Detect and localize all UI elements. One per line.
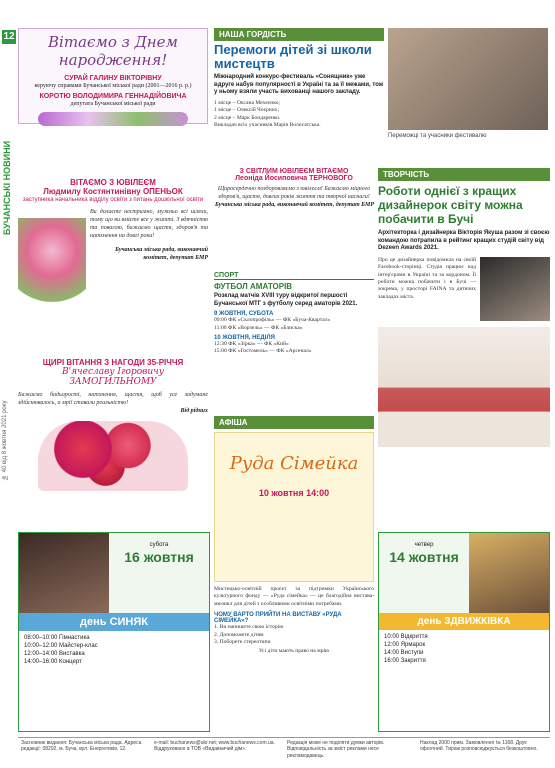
imprint-col-3: Редакція може не поділяти думки авторів. Відповідальність за зміст реклами несе рекламодавець. — [287, 740, 385, 759]
ad-right-date: 14 жовтня — [389, 549, 459, 565]
afisha-footer: Усі діти мають право на мрію — [258, 648, 330, 655]
imprint-col-1: Засновник видання: Бучанська міська рада. Адреса редакції: 08292, м. Буча, вул. Енергетиків, 12. — [21, 740, 142, 753]
jubilee-role: заступника начальника відділу освіти з питань дошкільної освіти — [22, 197, 204, 203]
memory-verse: Бажаємо бадьорості, натхнення, щастя, щоб усе задумане здійснювалось, а мрії ставали реальністю! — [18, 392, 208, 406]
news-lead: Міжнародний конкурс-фестиваль «Сонящник» уже вдруге набув популярності в Україні та за її межами, тож у ньому взяли участь вихованці нашого закладу. — [214, 74, 384, 96]
jubilee-person: Людмилу Костянтинівну ОПЕНЬОК — [43, 187, 183, 196]
afisha-list-item: 1. Ви напишете свою історію — [214, 624, 284, 631]
jubilee-title: ВІТАЄМО З ЮВІЛЕЄМ — [70, 178, 156, 187]
afisha-text: Мистецько-освітній проєкт за підтримки Українського культурного фонду — «Руда сімейка» — це благодійна вистава-мюзикл для дітей з особливими освітніми потребами. — [214, 586, 374, 607]
masthead-vertical: БУЧАНСЬКІ НОВИНИ — [2, 140, 12, 236]
sport-day-1: 9 ЖОВТНЯ, СУБОТА — [214, 311, 274, 318]
sport-section-label: СПОРТ — [214, 272, 374, 280]
ternovy-person: Леоніда Йосиповича ТЕРНОВОГО — [235, 175, 353, 182]
sport-day-2: 10 ЖОВТНЯ, НЕДІЛЯ — [214, 335, 275, 341]
news-photo-caption: Переможці та учасники фестивалю — [388, 133, 487, 139]
creative-body: Про це дизайнерка повідомила на своїй Facebook-сторінці. Студія працює над інтер'єрами в Україні та за кордоном. Її роботи можна побачити і в Бучі — зокрема, у просторі FAINA та дитячих закладах міста. — [378, 256, 476, 300]
ad-right-item: 10:00 Відкриття — [384, 634, 428, 640]
sport-game: 11:00 ФК «Ворзель» — ФК «Блиска» — [214, 324, 303, 331]
jubilee-verse: Ви долаєте нестримно, мужньо всі шляхи, тому що ви вмієте все у житті. З вдячністю та повагою, бажаємо щастя, здоров'я та натхнення на довгі роки! — [90, 209, 208, 239]
issue-line: № 40 від 8 жовтня 2021 року — [2, 400, 8, 480]
greeting-ternovy — [214, 168, 374, 268]
memory-title: ЩИРІ ВІТАННЯ З НАГОДИ 35-РІЧЧЯ — [42, 358, 184, 367]
ad-left-title: день СИНЯК — [19, 613, 209, 631]
imprint-footer — [18, 737, 550, 765]
ad-left-day: субота — [149, 542, 169, 548]
page-number: 12 — [3, 31, 15, 42]
ad-left-item: 08:00–10:00 Гімнастика — [24, 635, 90, 641]
afisha — [214, 416, 374, 734]
flower-decoration — [38, 112, 188, 126]
ad-right-item: 14:00 Виступи — [384, 650, 424, 656]
greeting-birthday-box — [18, 28, 208, 124]
ad-left — [18, 532, 210, 732]
sport-game: 09:00 ФК «Склопрофіль» — ФК «Буча-Квартал» — [214, 317, 331, 324]
news-article — [214, 28, 384, 163]
ad-right — [378, 532, 550, 732]
greeting-memory — [18, 358, 208, 526]
imprint-col-2: e-mail: buchanews@ukr.net; www.buchanews.com.ua. Віддруковано в ТОВ «Видавничий дім». — [154, 740, 275, 753]
ad-left-item: 14:00–16:00 Концерт — [24, 659, 82, 665]
creative-section-label: ТВОРЧІСТЬ — [378, 168, 550, 181]
afisha-list-item: 2. Допоможете дітям — [214, 631, 264, 638]
greeting-role-2: депутата Бучанської міської ради — [70, 101, 156, 107]
afisha-section-label: АФІША — [214, 416, 374, 429]
creative-lead: Архітекторка і дизайнерка Вікторія Якуша разом зі своєю командою потрапила в рейтинг кращих студій світу від Dezeen Awards 2021. — [378, 230, 550, 252]
poster-date: 10 жовтня 14:00 — [258, 488, 330, 498]
imprint-col-4: Наклад 2000 прим. Замовлення № 1168. Друк офсетний. Тираж розповсюджується безкоштовно. — [420, 740, 538, 753]
news-list-item: 1 місце – Оксана Мехеєнко; — [214, 99, 280, 106]
greeting-person-2: КОРОТЮ ВОЛОДИМИРА ГЕННАДІЙОВИЧА — [39, 93, 187, 100]
ad-left-item: 12:00–14:00 Виставка — [24, 651, 85, 657]
news-list-item: 1 місце – Олексій Чоєрних; — [214, 107, 280, 114]
ad-right-title: день ЗДВИЖКІВКА — [379, 613, 549, 630]
ad-right-day: четвер — [414, 542, 434, 548]
sport-article — [214, 272, 374, 412]
ad-left-date: 16 жовтня — [124, 549, 194, 565]
roses-image — [38, 421, 188, 491]
poster-title: Руда Сімейка — [229, 453, 359, 474]
ad-right-item: 16:00 Закриття — [384, 658, 426, 664]
sport-game: 12:30 ФК «Зірка» — ФК «Кий» — [214, 341, 289, 347]
designer-photo — [480, 257, 550, 321]
interior-photo — [378, 327, 550, 447]
flower-bouquet-image — [18, 218, 86, 328]
memory-person: В'ячеславу Ігоровичу ЗАМОГИЛЬНОМУ — [62, 367, 164, 387]
sport-game: 15:00 ФК «Гостомель» — ФК «Арсенал» — [214, 348, 312, 355]
news-list-item: 2 місце – Марк Бондаренко. — [214, 114, 281, 121]
memory-signature: Від рідних — [180, 408, 208, 414]
ternovy-verse: Щиросердечно поздоровляємо з ювілеєм! Бажаємо міцного здоров'я, щастя, довгих років життя та творчої наснаги! — [217, 186, 371, 200]
news-list-item: Викладач всіх учасників Марія Волосатська. — [214, 122, 321, 128]
news-group-photo — [388, 28, 548, 130]
greeting-jubilee — [18, 178, 208, 348]
news-title: Перемоги дітей зі школи мистецтв — [214, 42, 372, 71]
creative-title: Роботи однієї з кращих дизайнерок світу можна побачити в Бучі — [378, 184, 523, 226]
greeting-role-1: керуючу справами Бучанської міської ради (2001—2016 р. р.) — [34, 83, 192, 89]
performer-photo — [469, 533, 549, 613]
jubilee-signature: Бучанська міська рада, виконавчий комітет, депутат БМР — [115, 247, 208, 261]
afisha-list-item: 3. Поборете стереотипи — [214, 639, 271, 646]
ad-left-item: 10:00–12:00 Майстер-клас — [24, 643, 98, 649]
singer-photo — [19, 533, 109, 613]
greeting-title: Вітаємо з Днем народження! — [48, 33, 178, 69]
sport-lead: Розклад матчів XVIII туру відкритої першості Бучанської МТГ з футболу серед аматорів 2021. — [214, 293, 358, 307]
afisha-poster — [214, 432, 374, 582]
news-section-label: НАША ГОРДІСТЬ — [214, 28, 384, 41]
afisha-list-title: ЧОМУ ВАРТО ПРИЙТИ НА ВИСТАВУ «РУДА СІМЕЙКА»? — [214, 612, 342, 625]
sport-title: ФУТБОЛ АМАТОРІВ — [214, 282, 293, 291]
ternovy-signature: Бучанська міська рада, виконавчий комітет, депутат БМР — [214, 202, 374, 208]
creative-article — [378, 168, 550, 498]
ad-right-item: 12:00 Ярмарок — [384, 642, 426, 648]
ternovy-title: З СВІТЛИМ ЮВІЛЕЄМ ВІТАЄМО — [239, 168, 349, 175]
greeting-person-1: СУРАЙ ГАЛИНУ ВІКТОРІВНУ — [64, 75, 162, 82]
